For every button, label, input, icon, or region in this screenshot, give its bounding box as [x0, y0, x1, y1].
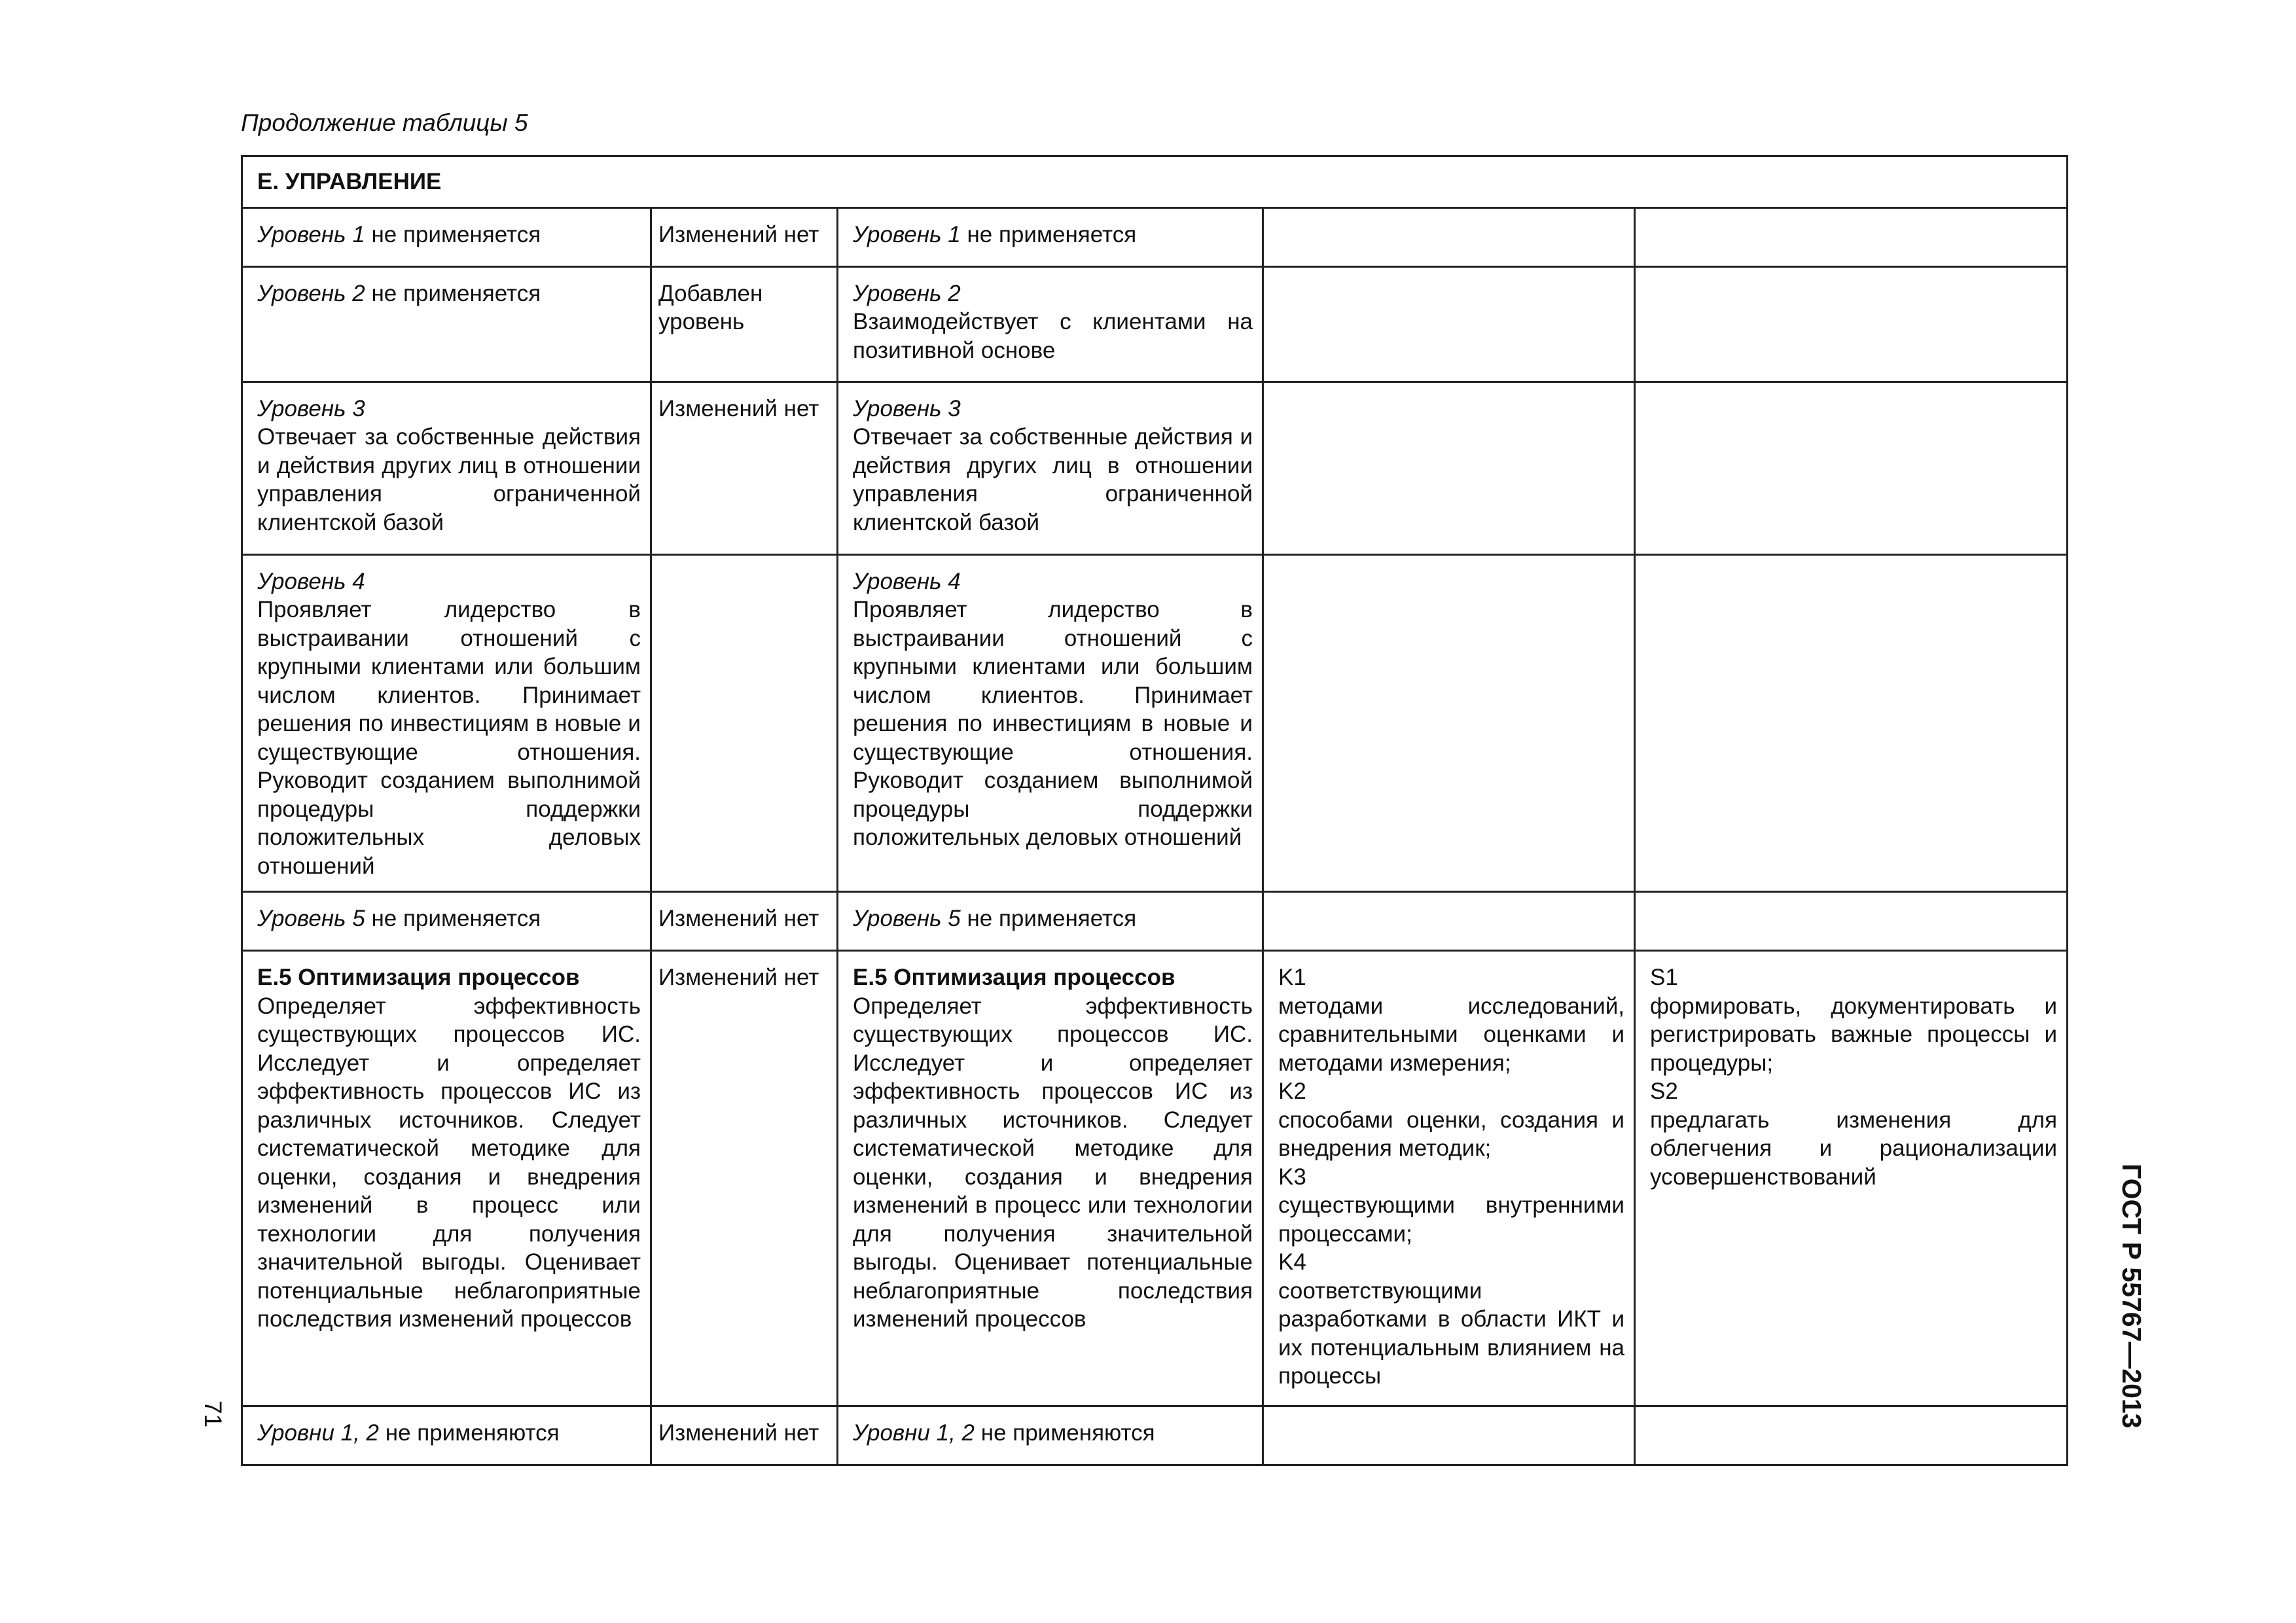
table-row — [242, 382, 2068, 554]
col3-cell — [838, 207, 1263, 266]
level-label: Уровень 3 — [853, 395, 961, 421]
competence-table — [241, 155, 2068, 1466]
knowledge-text: существующими внутренними процессами; — [1278, 1192, 1624, 1247]
table-row — [242, 1406, 2068, 1465]
level-label: Уровень 5 — [257, 906, 365, 931]
level-note: не применяется — [365, 906, 541, 931]
skills-cell — [1635, 554, 2068, 892]
col1-cell — [242, 382, 651, 554]
level-description: Взаимодействует с клиентами на позитивной основе — [853, 309, 1253, 363]
col1-cell — [242, 207, 651, 266]
knowledge-text: соответствующими разработками в области ИКТ и их потенциальным влиянием на процессы — [1278, 1277, 1624, 1389]
knowledge-cell — [1263, 382, 1635, 554]
level-label: Уровень 4 — [257, 568, 365, 594]
level-description: Проявляет лидерство в выстраивании отношений с крупными клиентами или большим числом клиентов. Принимает решения по инвестициям в новые и существующие отношения. Руководит созданием выполнимой процедуры поддержки положительных деловых отношений — [257, 597, 641, 879]
skills-cell — [1635, 1406, 2068, 1465]
change-cell: Добавлен уровень — [651, 266, 838, 382]
skills-cell — [1635, 382, 2068, 554]
col1-cell — [242, 892, 651, 951]
skill-code: S1 — [1650, 965, 1678, 990]
table-row — [242, 207, 2068, 266]
knowledge-cell — [1263, 892, 1635, 951]
col1-cell — [242, 554, 651, 892]
level-label: Уровень 1 — [853, 221, 961, 247]
skill-code: S2 — [1650, 1079, 1678, 1104]
level-label: Уровень 1 — [257, 221, 365, 247]
change-cell — [651, 554, 838, 892]
level-label: Уровень 5 — [853, 906, 961, 931]
col3-cell — [838, 951, 1263, 1406]
table-row — [242, 892, 2068, 951]
col3-cell — [838, 382, 1263, 554]
competence-description: Определяет эффективность существующих процессов ИС. Исследует и определяет эффективность процессов ИС из различных источников. Следует систематической методике для оценки, создания и внедрения изменений в процесс или технологии для получения значительной выгоды. Оценивает потенциальные неблагоприятные последствия изменений процессов — [257, 993, 641, 1332]
level-label: Уровни 1, 2 — [853, 1420, 975, 1446]
col3-cell — [838, 266, 1263, 382]
level-note: не применяются — [975, 1420, 1155, 1446]
level-description: Отвечает за собственные действия и действия других лиц в отношении управления ограниченной клиентской базой — [257, 424, 641, 535]
level-label: Уровень 4 — [853, 568, 961, 594]
table-row — [242, 554, 2068, 892]
knowledge-cell — [1263, 207, 1635, 266]
knowledge-cell — [1263, 1406, 1635, 1465]
competence-title: Е.5 Оптимизация процессов — [257, 965, 580, 990]
level-label: Уровень 2 — [853, 280, 961, 306]
table-caption: Продолжение таблицы 5 — [241, 109, 528, 136]
level-label: Уровень 2 — [257, 280, 365, 306]
col1-cell — [242, 1406, 651, 1465]
level-note: не применяются — [379, 1420, 560, 1446]
col3-cell — [838, 1406, 1263, 1465]
skill-text: предлагать изменения для облегчения и рационализации усовершенствований — [1650, 1107, 2058, 1190]
level-label: Уровни 1, 2 — [257, 1420, 380, 1446]
col1-cell — [242, 951, 651, 1406]
table-row-e5 — [242, 951, 2068, 1406]
level-description: Отвечает за собственные действия и действия других лиц в отношении управления ограниченной клиентской базой — [853, 424, 1253, 535]
knowledge-cell — [1263, 951, 1635, 1406]
level-note: не применяется — [365, 280, 541, 306]
knowledge-text: способами оценки, создания и внедрения методик; — [1278, 1107, 1624, 1161]
knowledge-code: K2 — [1278, 1079, 1306, 1104]
skills-cell — [1635, 951, 2068, 1406]
skills-cell — [1635, 892, 2068, 951]
knowledge-code: K1 — [1278, 965, 1306, 990]
level-label: Уровень 3 — [257, 395, 365, 421]
knowledge-code: K3 — [1278, 1164, 1306, 1190]
page-number: 71 — [200, 1400, 226, 1428]
knowledge-cell — [1263, 554, 1635, 892]
knowledge-text: методами исследований, сравнительными оценками и методами измерения; — [1278, 993, 1624, 1076]
col1-cell — [242, 266, 651, 382]
standard-designation: ГОСТ Р 55767—2013 — [2117, 1164, 2147, 1429]
change-cell: Изменений нет — [651, 951, 838, 1406]
knowledge-code: K4 — [1278, 1249, 1306, 1275]
knowledge-cell — [1263, 266, 1635, 382]
level-note: не применяется — [960, 221, 1137, 247]
change-cell: Изменений нет — [651, 207, 838, 266]
table-row — [242, 266, 2068, 382]
section-title: Е. УПРАВЛЕНИЕ — [242, 156, 2068, 208]
col3-cell — [838, 554, 1263, 892]
skills-cell — [1635, 207, 2068, 266]
skill-text: формировать, документировать и регистрировать важные процессы и процедуры; — [1650, 993, 2058, 1076]
competence-title: Е.5 Оптимизация процессов — [853, 965, 1175, 990]
competence-description: Определяет эффективность существующих процессов ИС. Исследует и определяет эффективность процессов ИС из различных источников. Следует систематической методике для оценки, создания и внедрения изменений в процесс или технологии для получения значительной выгоды. Оценивает потенциальные неблагоприятные последствия изменений процессов — [853, 993, 1253, 1332]
skills-cell — [1635, 266, 2068, 382]
section-header-row — [242, 156, 2068, 208]
level-note: не применяется — [365, 221, 541, 247]
change-cell: Изменений нет — [651, 892, 838, 951]
level-note: не применяется — [960, 906, 1137, 931]
col3-cell — [838, 892, 1263, 951]
change-cell: Изменений нет — [651, 382, 838, 554]
level-description: Проявляет лидерство в выстраивании отношений с крупными клиентами или большим числом клиентов. Принимает решения по инвестициям в новые и существующие отношения. Руководит созданием выполнимой процедуры поддержки положительных деловых отношений — [853, 597, 1253, 850]
change-cell: Изменений нет — [651, 1406, 838, 1465]
